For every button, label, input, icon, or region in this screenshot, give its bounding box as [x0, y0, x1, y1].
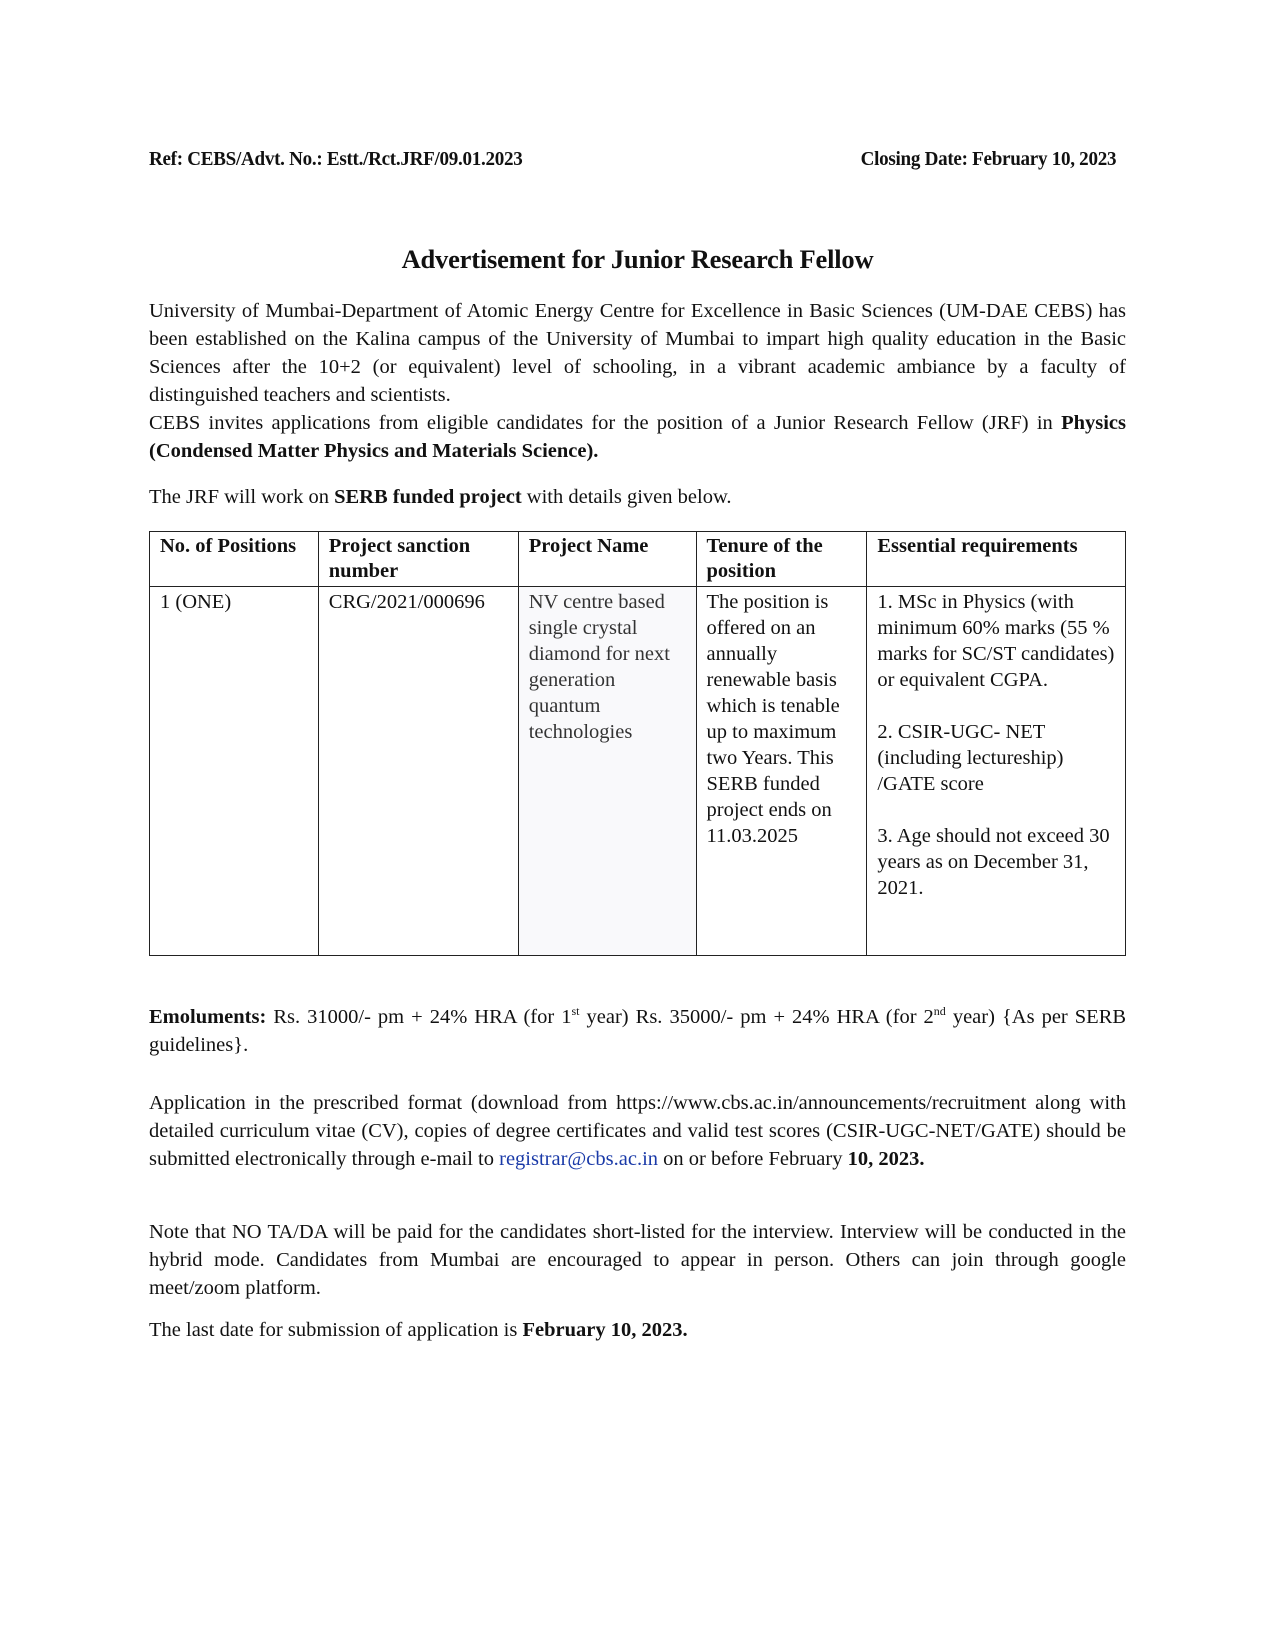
intro-paragraph — [149, 297, 1126, 465]
closing-date: Closing Date: February 10, 2023 — [860, 148, 1117, 170]
project-line — [149, 483, 1126, 511]
table-header-row — [150, 532, 1126, 587]
requirement-2: 2. CSIR-UGC- NET (including lectureship) /GATE score — [877, 721, 1064, 795]
application-deadline: 10, 2023. — [847, 1148, 925, 1170]
requirement-3: 3. Age should not exceed 30 years as on December 31, 2021. — [877, 825, 1110, 899]
emoluments-sup1: st — [571, 1004, 580, 1019]
table-row — [150, 587, 1126, 956]
header-tenure: Tenure of the position — [696, 532, 867, 587]
reference-number: Ref: CEBS/Advt. No.: Estt./Rct.JRF/09.01.2023 — [149, 148, 523, 170]
emoluments-part2: year) Rs. 35000/- pm + 24% HRA (for 2 — [586, 1006, 934, 1028]
cell-sanction-number: CRG/2021/000696 — [318, 587, 518, 956]
last-date-bold: February 10, 2023. — [522, 1319, 688, 1341]
page-title: Advertisement for Junior Research Fellow — [401, 244, 874, 274]
header-sanction-number: Project sanction number — [318, 532, 518, 587]
header-project-name: Project Name — [518, 532, 696, 587]
emoluments-part1: Rs. 31000/- pm + 24% HRA (for 1 — [273, 1006, 572, 1028]
note-paragraph: Note that NO TA/DA will be paid for the candidates short-listed for the interview. Interview will be conducted in the hybrid mode. Candidates from Mumbai are encouraged to appear in person. Others can join through google meet/zoom platform. — [149, 1221, 1126, 1299]
application-after-email: on or before February — [663, 1148, 843, 1170]
cell-positions: 1 (ONE) — [150, 587, 319, 956]
cell-requirements — [867, 587, 1126, 956]
field-text: Physics (Condensed Matter Physics and Materials Science). — [149, 412, 1127, 462]
reference-header — [149, 148, 1116, 171]
project-line-prefix: The JRF will work on — [149, 486, 329, 508]
emoluments-paragraph — [149, 1003, 1126, 1059]
application-text: Application in the prescribed format (download from https://www.cbs.ac.in/announcements/recruitment along with detailed curriculum vitae (CV), copies of degree certificates and valid test scores (CSIR-UGC-NET/GATE) should be submitted electronically through e-mail to — [149, 1092, 1126, 1170]
requirement-1: 1. MSc in Physics (with minimum 60% marks (55 % marks for SC/ST candidates) or equivalent CGPA. — [877, 591, 1115, 691]
intro-text: University of Mumbai-Department of Atomic Energy Centre for Excellence in Basic Sciences (UM-DAE CEBS) has been established on the Kalina campus of the University of Mumbai to impart high quality education in the Basic Sciences after the 10+2 (or equivalent) level of schooling, in a vibrant academic ambiance by a faculty of distinguished teachers and scientists. — [149, 300, 1126, 406]
emoluments-part3: year) {As per SERB guidelines}. — [149, 1006, 1127, 1056]
application-paragraph — [149, 1089, 1126, 1173]
project-line-bold: SERB funded project — [334, 486, 522, 508]
project-table — [149, 531, 1126, 956]
invite-text: CEBS invites applications from eligible candidates for the position of a Junior Research Fellow (JRF) in — [149, 412, 1053, 434]
last-date-paragraph — [149, 1316, 1126, 1344]
emoluments-sup2: nd — [933, 1004, 946, 1019]
email-link[interactable]: registrar@cbs.ac.in — [499, 1148, 659, 1170]
emoluments-label: Emoluments: — [149, 1006, 267, 1028]
cell-project-name: NV centre based single crystal diamond for next generation quantum technologies — [518, 587, 696, 956]
header-requirements: Essential requirements — [867, 532, 1126, 587]
last-date-prefix: The last date for submission of application is — [149, 1319, 518, 1341]
cell-tenure: The position is offered on an annually renewable basis which is tenable up to maximum two Years. This SERB funded project ends on 11.03.2025 — [696, 587, 867, 956]
project-line-suffix: with details given below. — [526, 486, 732, 508]
header-positions: No. of Positions — [150, 532, 319, 587]
